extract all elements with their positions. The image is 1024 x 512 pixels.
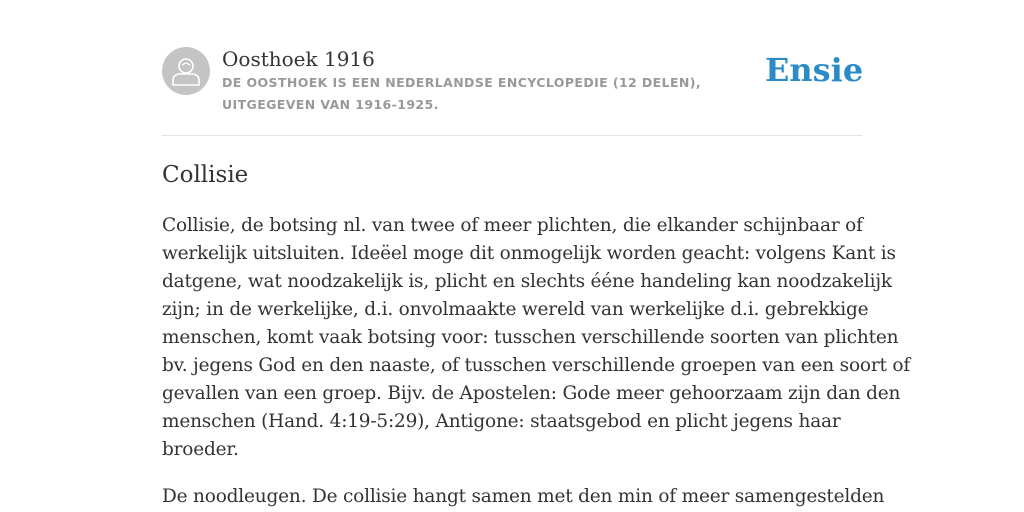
article-title: Collisie	[162, 162, 249, 188]
paragraph-line: De noodleugen. De collisie hangt samen met den min of meer samengestelden	[162, 486, 885, 507]
article-body	[162, 212, 910, 512]
header-divider	[162, 135, 862, 136]
user-icon	[162, 47, 210, 95]
article-paragraph	[162, 483, 885, 511]
ensie-logo[interactable]: Ensie	[765, 51, 864, 89]
source-header	[162, 46, 862, 136]
paragraph-line: menschen, komt vaak botsing voor: tusschen verschillende soorten van plichten	[162, 327, 899, 348]
source-title[interactable]: Oosthoek 1916	[222, 47, 375, 71]
source-description: DE OOSTHOEK IS EEN NEDERLANDSE ENCYCLOPEDIE (12 DELEN), UITGEGEVEN VAN 1916-1925.	[222, 75, 702, 112]
paragraph-line: datgene, wat noodzakelijk is, plicht en slechts ééne handeling kan noodzakelijk	[162, 271, 892, 292]
paragraph-line: Collisie, de botsing nl. van twee of meer plichten, die elkander schijnbaar of	[162, 215, 863, 236]
paragraph-line: broeder.	[162, 439, 239, 460]
source-avatar[interactable]	[162, 47, 210, 95]
paragraph-line: bv. jegens God en den naaste, of tusschen verschillende groepen van een soort of	[162, 355, 910, 376]
paragraph-line: werkelijk uitsluiten. Ideëel moge dit onmogelijk worden geacht: volgens Kant is	[162, 243, 896, 264]
paragraph-line: menschen (Hand. 4:19-5:29), Antigone: staatsgebod en plicht jegens haar	[162, 411, 841, 432]
paragraph-line: gevallen van een groep. Bijv. de Apostelen: Gode meer gehoorzaam zijn dan den	[162, 383, 901, 404]
article-paragraph	[162, 212, 910, 464]
paragraph-line: zijn; in de werkelijke, d.i. onvolmaakte wereld van werkelijke d.i. gebrekkige	[162, 299, 869, 320]
